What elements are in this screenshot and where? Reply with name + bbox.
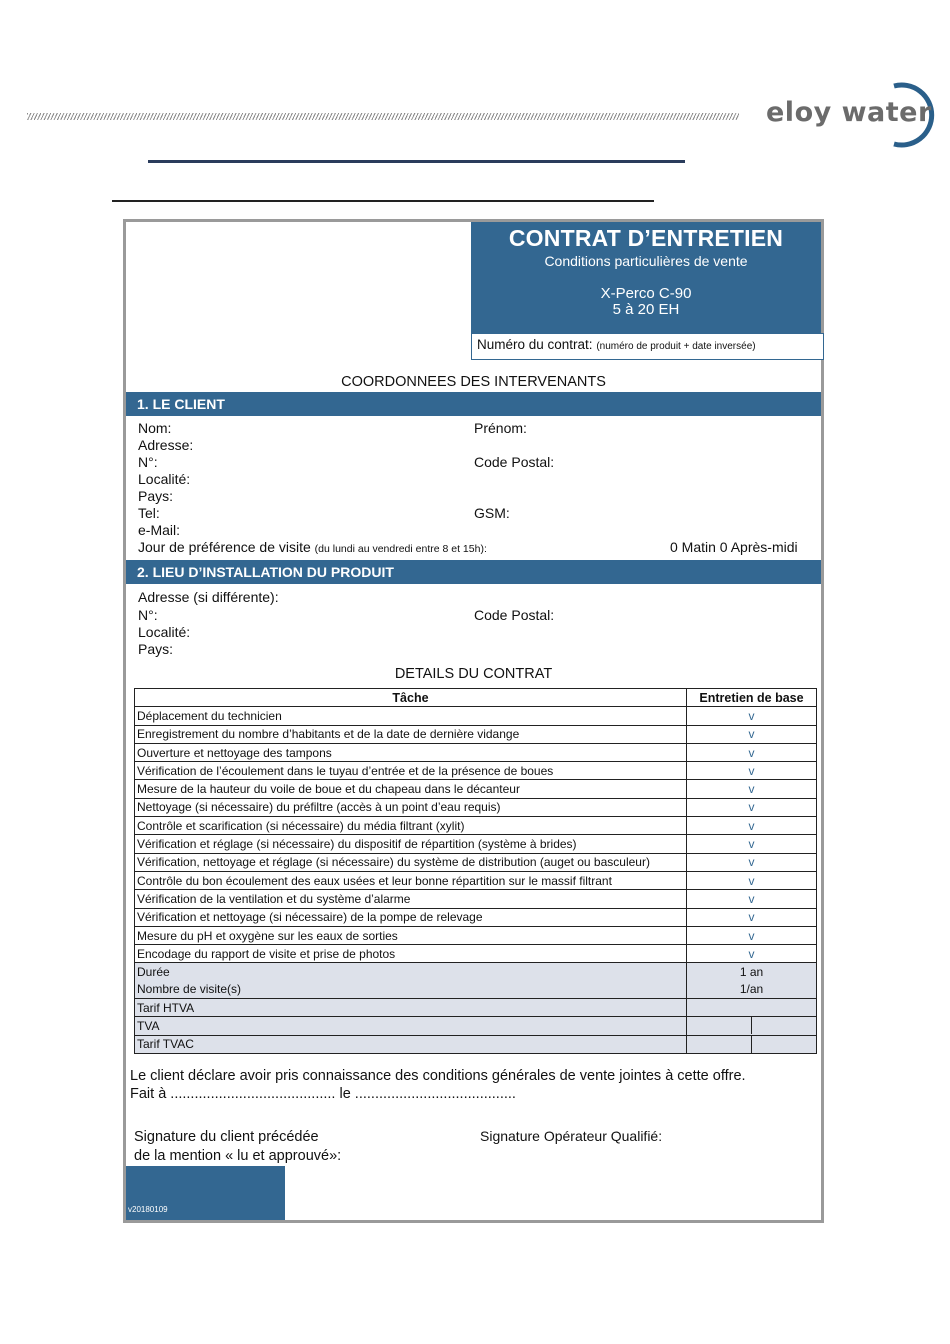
- check-cell: v: [687, 908, 817, 926]
- header-rule: [148, 160, 685, 163]
- visit-preference-label: Jour de préférence de visite: [138, 539, 311, 555]
- eloy-water-logo: [766, 80, 946, 150]
- visits-label: Nombre de visite(s): [135, 981, 687, 999]
- table-row: [135, 853, 817, 871]
- task-cell: Vérification de la ventilation et du système d’alarme: [135, 890, 687, 908]
- install-locality-field[interactable]: Localité:: [138, 624, 191, 640]
- declaration-text: Le client déclare avoir pris connaissance des conditions générales de vente jointes à cette offre.: [130, 1068, 746, 1084]
- check-cell: v: [687, 780, 817, 798]
- contract-header: [471, 222, 821, 336]
- declaration: [130, 1067, 746, 1103]
- task-cell: Vérification, nettoyage et réglage (si nécessaire) du système de distribution (auget ou basculeur): [135, 853, 687, 871]
- task-cell: Enregistrement du nombre d’habitants et de la date de dernière vidange: [135, 725, 687, 743]
- visit-preference-hint: (du lundi au vendredi entre 8 et 15h):: [314, 543, 487, 555]
- check-cell: v: [687, 725, 817, 743]
- visit-options[interactable]: 0 Matin 0 Après-midi: [670, 539, 798, 555]
- parties-title: COORDONNEES DES INTERVENANTS: [341, 374, 606, 390]
- client-name-field[interactable]: Nom:: [138, 420, 172, 436]
- check-cell: v: [687, 871, 817, 889]
- price-htva-label: Tarif HTVA: [135, 999, 687, 1017]
- client-firstname-field[interactable]: Prénom:: [474, 420, 527, 436]
- task-cell: Mesure de la hauteur du voile de boue et du chapeau dans le décanteur: [135, 780, 687, 798]
- tva-label: TVA: [135, 1017, 687, 1035]
- table-row: [135, 780, 817, 798]
- contract-title: CONTRAT D’ENTRETIEN: [508, 225, 784, 251]
- install-number-field[interactable]: N°:: [138, 607, 158, 623]
- contract-number-hint: (numéro de produit + date inversée): [596, 341, 756, 352]
- installation-section-band: 2. LIEU D’INSTALLATION DU PRODUIT: [126, 560, 821, 584]
- client-country-field[interactable]: Pays:: [138, 488, 174, 504]
- check-cell: v: [687, 890, 817, 908]
- check-cell: v: [687, 798, 817, 816]
- logo-text: eloy water: [766, 97, 932, 128]
- visits-row: [135, 981, 817, 999]
- product-capacity: 5 à 20 EH: [612, 301, 680, 318]
- client-mobile-field[interactable]: GSM:: [474, 505, 510, 521]
- tasks-table: [134, 688, 817, 1054]
- check-cell: v: [687, 835, 817, 853]
- version-label: v20180109: [128, 1205, 168, 1214]
- table-row: [135, 762, 817, 780]
- client-section-band: 1. LE CLIENT: [126, 392, 821, 416]
- duration-row: [135, 963, 817, 981]
- client-address-field[interactable]: Adresse:: [138, 437, 194, 453]
- client-signature-block[interactable]: [134, 1128, 341, 1166]
- client-signature-label: Signature du client précédée: [134, 1129, 319, 1145]
- contract-number-field[interactable]: [471, 333, 824, 360]
- table-row: [135, 871, 817, 889]
- product-name: X-Perco C-90: [600, 285, 692, 302]
- client-number-field[interactable]: N°:: [138, 454, 158, 470]
- place-date-line[interactable]: Fait à ......................................... le ........................................: [130, 1086, 516, 1102]
- table-row: [135, 890, 817, 908]
- details-title: DETAILS DU CONTRAT: [394, 666, 553, 682]
- operator-signature-label[interactable]: Signature Opérateur Qualifié:: [480, 1128, 663, 1144]
- header-rule-secondary: [112, 200, 654, 202]
- table-row: [135, 835, 817, 853]
- version-badge: [126, 1166, 285, 1220]
- client-phone-field[interactable]: Tel:: [138, 505, 160, 521]
- install-country-field[interactable]: Pays:: [138, 641, 174, 657]
- client-email-field[interactable]: e-Mail:: [138, 522, 181, 538]
- task-cell: Nettoyage (si nécessaire) du préfiltre (accès à un point d’eau requis): [135, 798, 687, 816]
- task-cell: Contrôle du bon écoulement des eaux usées et leur bonne répartition sur le massif filtrant: [135, 871, 687, 889]
- duration-label: Durée: [135, 963, 687, 981]
- table-row: [135, 817, 817, 835]
- check-cell: v: [687, 817, 817, 835]
- contract-form: [123, 219, 824, 1223]
- visit-preference-field[interactable]: [138, 539, 487, 558]
- task-cell: Vérification et réglage (si nécessaire) du dispositif de répartition (système à brides): [135, 835, 687, 853]
- table-row: [135, 743, 817, 761]
- contract-subtitle: Conditions particulières de vente: [544, 253, 748, 269]
- task-cell: Ouverture et nettoyage des tampons: [135, 743, 687, 761]
- table-row: [135, 945, 817, 963]
- check-cell: v: [687, 853, 817, 871]
- decorative-hatch-bar: [27, 113, 739, 120]
- check-cell: v: [687, 743, 817, 761]
- check-cell: v: [687, 926, 817, 944]
- table-row: [135, 707, 817, 725]
- task-cell: Déplacement du technicien: [135, 707, 687, 725]
- tva-row: [135, 1017, 817, 1035]
- check-cell: v: [687, 945, 817, 963]
- task-cell: Encodage du rapport de visite et prise de photos: [135, 945, 687, 963]
- price-htva-value[interactable]: [687, 999, 817, 1017]
- install-address-field[interactable]: Adresse (si différente):: [138, 589, 279, 605]
- price-tvac-row: [135, 1035, 817, 1053]
- client-postal-code-field[interactable]: Code Postal:: [474, 454, 555, 470]
- price-htva-row: [135, 999, 817, 1017]
- task-cell: Mesure du pH et oxygène sur les eaux de sorties: [135, 926, 687, 944]
- price-tvac-value[interactable]: [687, 1035, 817, 1053]
- table-row: [135, 725, 817, 743]
- column-header-task: Tâche: [135, 689, 687, 707]
- visits-value: 1/an: [687, 981, 817, 999]
- table-row: [135, 908, 817, 926]
- install-postal-code-field[interactable]: Code Postal:: [474, 607, 555, 623]
- table-row: [135, 798, 817, 816]
- duration-value: 1 an: [687, 963, 817, 981]
- check-cell: v: [687, 762, 817, 780]
- price-tvac-label: Tarif TVAC: [135, 1035, 687, 1053]
- task-cell: Contrôle et scarification (si nécessaire) du média filtrant (xylit): [135, 817, 687, 835]
- client-locality-field[interactable]: Localité:: [138, 471, 191, 487]
- table-row: [135, 926, 817, 944]
- task-cell: Vérification de l’écoulement dans le tuyau d’entrée et de la présence de boues: [135, 762, 687, 780]
- tva-value[interactable]: [687, 1017, 817, 1035]
- table-header-row: [135, 689, 817, 707]
- column-header-base: Entretien de base: [687, 689, 817, 707]
- client-signature-mention: de la mention « lu et approuvé»:: [134, 1148, 342, 1164]
- task-cell: Vérification et nettoyage (si nécessaire) de la pompe de relevage: [135, 908, 687, 926]
- contract-number-label: Numéro du contrat:: [477, 337, 593, 352]
- check-cell: v: [687, 707, 817, 725]
